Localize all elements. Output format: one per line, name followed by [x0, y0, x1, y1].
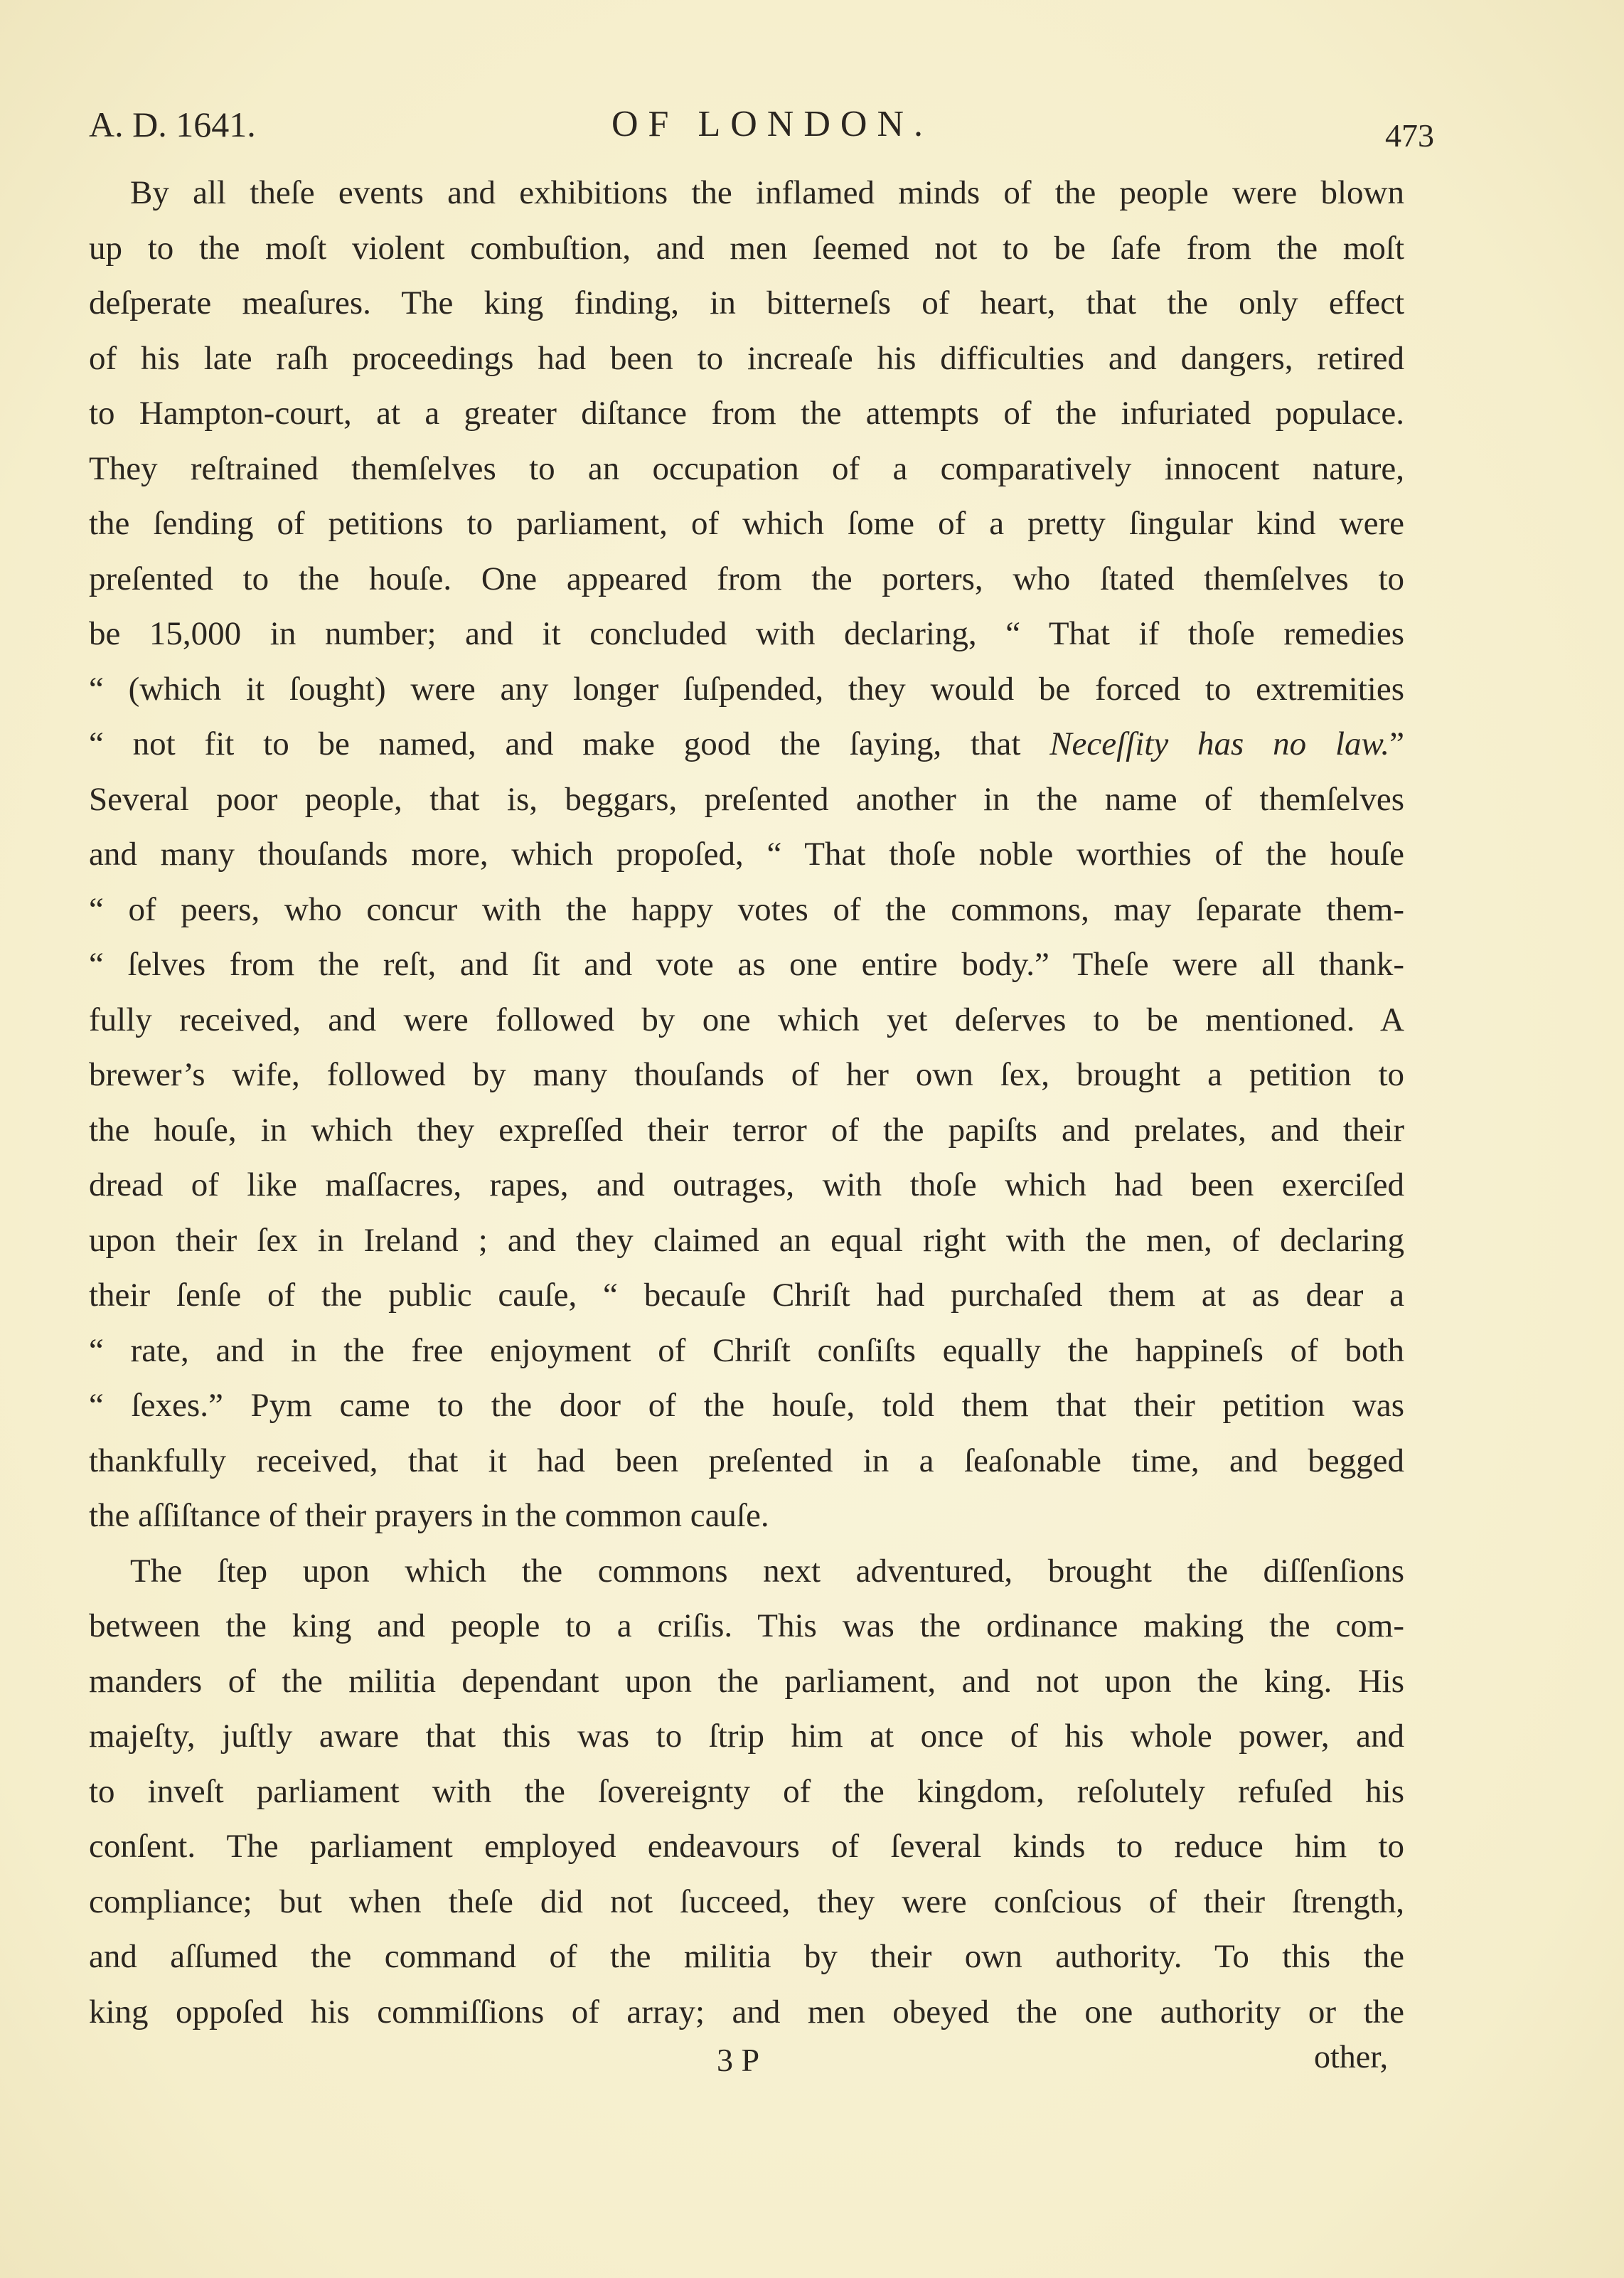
line-text: “ not fit to be named, and make good the ſaying, that: [89, 725, 1050, 762]
line-text: “ of peers, who concur with the happy votes of the commons, may ſeparate them-: [89, 890, 1404, 928]
closing-quote: ”: [1389, 725, 1404, 762]
text-line: [89, 166, 1404, 221]
text-line: [89, 276, 1404, 331]
text-line: [89, 1489, 1404, 1544]
text-line: [89, 1875, 1404, 1930]
line-text: the houſe, in which they expreſſed their terror of the papiſts and prelates, and their: [89, 1111, 1404, 1149]
line-text: king oppoſed his commiſſions of array; and men obeyed the one authority or the: [89, 1993, 1404, 2030]
text-line: [89, 1048, 1404, 1103]
italic-quote: Neceſſity has no law.: [1049, 725, 1390, 762]
line-text: to inveſt parliament with the ſovereignty of the kingdom, reſolutely refuſed his: [89, 1772, 1404, 1810]
text-line: [89, 607, 1404, 662]
text-line: [89, 717, 1404, 772]
line-text: thankfully received, that it had been preſented in a ſeaſonable time, and begged: [89, 1442, 1404, 1479]
text-line: [89, 662, 1404, 718]
text-line: [89, 552, 1404, 607]
text-line: [89, 1599, 1404, 1654]
catchword: other,: [1314, 2038, 1389, 2075]
text-line: [89, 1765, 1404, 1820]
line-text: preſented to the houſe. One appeared from the porters, who ſtated themſelves to: [89, 560, 1404, 597]
line-text: and aſſumed the command of the militia by their own authority. To this the: [89, 1938, 1404, 1975]
text-line: [89, 1709, 1404, 1765]
line-text: fully received, and were followed by one which yet deſerves to be mentioned. A: [89, 1001, 1404, 1038]
text-line: [89, 1324, 1404, 1379]
text-line: [89, 386, 1404, 442]
line-text: “ ſexes.” Pym came to the door of the houſe, told them that their petition was: [89, 1387, 1404, 1424]
text-line: [89, 1268, 1404, 1324]
line-text: They reſtrained themſelves to an occupation of a comparatively innocent nature,: [89, 449, 1404, 487]
text-line: [89, 1213, 1404, 1269]
text-line: [89, 772, 1404, 828]
line-text: The ſtep upon which the commons next adventured, brought the diſſenſions: [130, 1552, 1404, 1590]
line-text: “ rate, and in the free enjoyment of Chriſt conſiſts equally the happineſs of both: [89, 1331, 1404, 1369]
line-text: “ (which it ſought) were any longer ſuſpended, they would be forced to extremities: [89, 670, 1404, 708]
line-text: up to the moſt violent combuſtion, and men ſeemed not to be ſafe from the moſt: [89, 229, 1404, 267]
signature-mark: 3 P: [717, 2042, 760, 2078]
line-text: “ ſelves from the reſt, and ſit and vote as one entire body.” Theſe were all thank-: [89, 946, 1404, 983]
line-text: and many thouſands more, which propoſed, “ That thoſe noble worthies of the houſe: [89, 836, 1404, 873]
line-text: By all theſe events and exhibitions the inflamed minds of the people were blown: [130, 174, 1404, 211]
text-line: [89, 496, 1404, 552]
line-text: deſperate meaſures. The king finding, in bitterneſs of heart, that the only effect: [89, 284, 1404, 321]
line-text: be 15,000 in number; and it concluded with declaring, “ That if thoſe remedies: [89, 615, 1404, 652]
text-line: [89, 331, 1404, 387]
text-line: [89, 221, 1404, 277]
text-line: [89, 1158, 1404, 1213]
line-text: majeſty, juſtly aware that this was to ſtrip him at once of his whole power, and: [89, 1718, 1404, 1755]
line-text: the ſending of petitions to parliament, of which ſome of a pretty ſingular kind were: [89, 505, 1404, 542]
text-line: [89, 993, 1404, 1048]
text-line: [89, 1103, 1404, 1159]
line-text: upon their ſex in Ireland ; and they claimed an equal right with the men, of declaring: [89, 1221, 1404, 1259]
text-line: [89, 1378, 1404, 1434]
page-number: 473: [1385, 117, 1434, 154]
text-line: [89, 1434, 1404, 1489]
running-head-title: OF LONDON.: [611, 104, 933, 144]
line-text: their ſenſe of the public cauſe, “ becauſe Chriſt had purchaſed them at as dear a: [89, 1277, 1404, 1314]
text-line: [89, 1985, 1404, 2040]
text-line: [89, 827, 1404, 883]
line-text: of his late raſh proceedings had been to increaſe his difficulties and dangers, retired: [89, 339, 1404, 377]
line-text: brewer’s wife, followed by many thouſands of her own ſex, brought a petition to: [89, 1056, 1404, 1093]
line-text: the aſſiſtance of their prayers in the common cauſe.: [89, 1497, 769, 1534]
line-text: manders of the militia dependant upon the parliament, and not upon the king. His: [89, 1662, 1404, 1700]
text-line: [89, 1930, 1404, 1985]
text-line: [89, 1654, 1404, 1710]
text-line: [89, 1544, 1404, 1600]
line-text: compliance; but when theſe did not ſucceed, they were conſcious of their ſtrength,: [89, 1883, 1404, 1920]
line-text: dread of like maſſacres, rapes, and outrages, with thoſe which had been exerciſed: [89, 1166, 1404, 1203]
text-line: [89, 937, 1404, 993]
text-line: [89, 442, 1404, 497]
line-text: Several poor people, that is, beggars, preſented another in the name of themſelves: [89, 780, 1404, 818]
line-text: to Hampton-court, at a greater diſtance from the attempts of the infuriated populace.: [89, 395, 1404, 432]
text-line: [89, 1819, 1404, 1875]
line-text: conſent. The parliament employed endeavours of ſeveral kinds to reduce him to: [89, 1828, 1404, 1865]
text-line: [89, 883, 1404, 938]
line-text: between the king and people to a criſis. This was the ordinance making the com-: [89, 1607, 1404, 1644]
body-text: [89, 166, 1404, 2040]
running-head-date: A. D. 1641.: [89, 105, 256, 144]
